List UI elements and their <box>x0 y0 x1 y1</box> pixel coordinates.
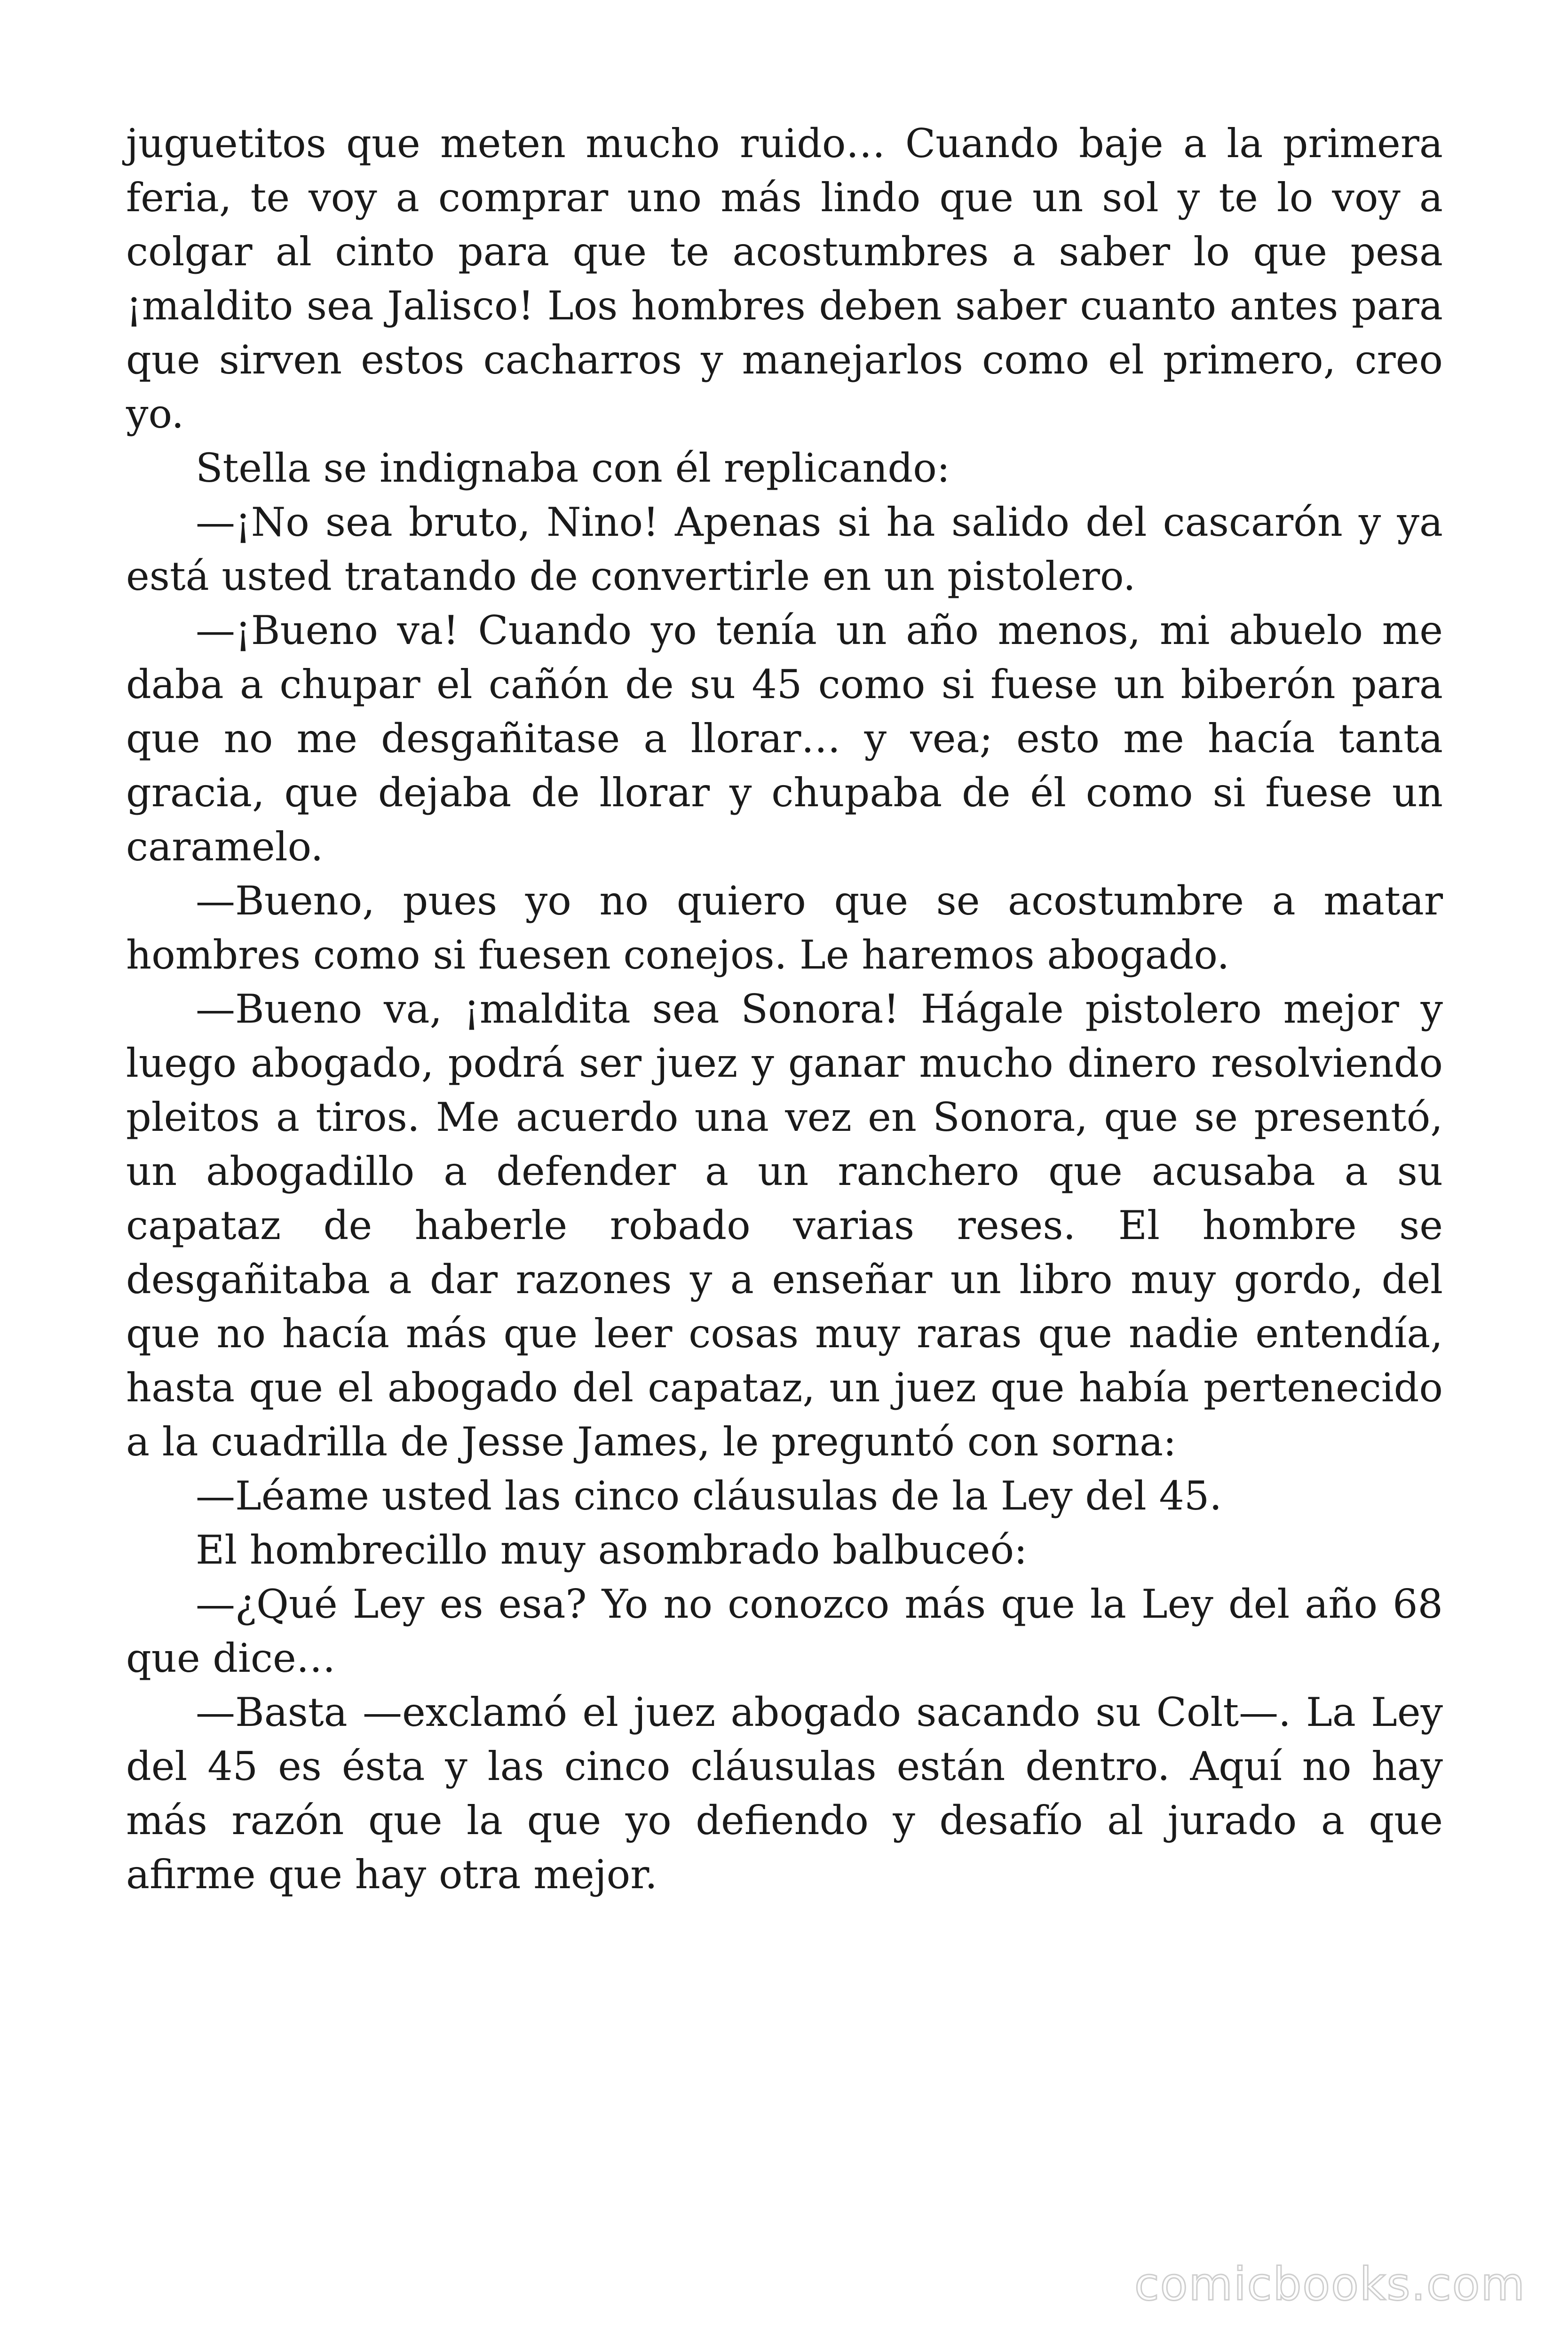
paragraph-10: —Basta —exclamó el juez abogado sacando su Colt—. La Ley del 45 es ésta y las cinco cláusulas están dentro. Aquí no hay más razón que la que yo defiendo y desafío al jurado a que afirme que hay otra mejor. <box>126 1689 1443 1898</box>
watermark: comicbooks.com <box>1134 2258 1526 2311</box>
paragraph-1: juguetitos que meten mucho ruido… Cuando baje a la primera feria, te voy a comprar uno más lindo que un sol y te lo voy a colgar al cinto para que te acostumbres a saber lo que pesa ¡maldito sea Jalisco! Los hombres deben saber cuanto antes para que sirven estos cacharros y manejarlos como el primero, creo yo. <box>126 120 1443 437</box>
paragraph-2: Stella se indignaba con él replicando: <box>196 445 950 491</box>
paragraph-3: —¡No sea bruto, Nino! Apenas si ha salido del cascarón y ya está usted tratando de convertirle en un pistolero. <box>126 499 1443 599</box>
paragraph-7: —Léame usted las cinco cláusulas de la Ley del 45. <box>196 1473 1222 1519</box>
paragraph-4: —¡Bueno va! Cuando yo tenía un año menos, mi abuelo me daba a chupar el cañón de su 45 como si fuese un biberón para que no me desgañitase a llorar… y vea; esto me hacía tanta gracia, que dejaba de llorar y chupaba de él como si fuese un caramelo. <box>126 607 1443 870</box>
paragraph-8: El hombrecillo muy asombrado balbuceó: <box>196 1527 1028 1573</box>
paragraph-6: —Bueno va, ¡maldita sea Sonora! Hágale pistolero mejor y luego abogado, podrá ser juez y ganar mucho dinero resolviendo pleitos a tiros. Me acuerdo una vez en Sonora, que se presentó, un abogadillo a defender a un ranchero que acusaba a su capataz de haberle robado varias reses. El hombre se desgañitaba a dar razones y a enseñar un libro muy gordo, del que no hacía más que leer cosas muy raras que nadie entendía, hasta que el abogado del capataz, un juez que había pertenecido a la cuadrilla de Jesse James, le preguntó con sorna: <box>126 986 1443 1465</box>
paragraph-9: —¿Qué Ley es esa? Yo no conozco más que la Ley del año 68 que dice… <box>126 1581 1443 1681</box>
paragraph-5: —Bueno, pues yo no quiero que se acostumbre a matar hombres como si fuesen conejos. Le haremos abogado. <box>126 878 1443 978</box>
book-page <box>126 117 1443 1902</box>
